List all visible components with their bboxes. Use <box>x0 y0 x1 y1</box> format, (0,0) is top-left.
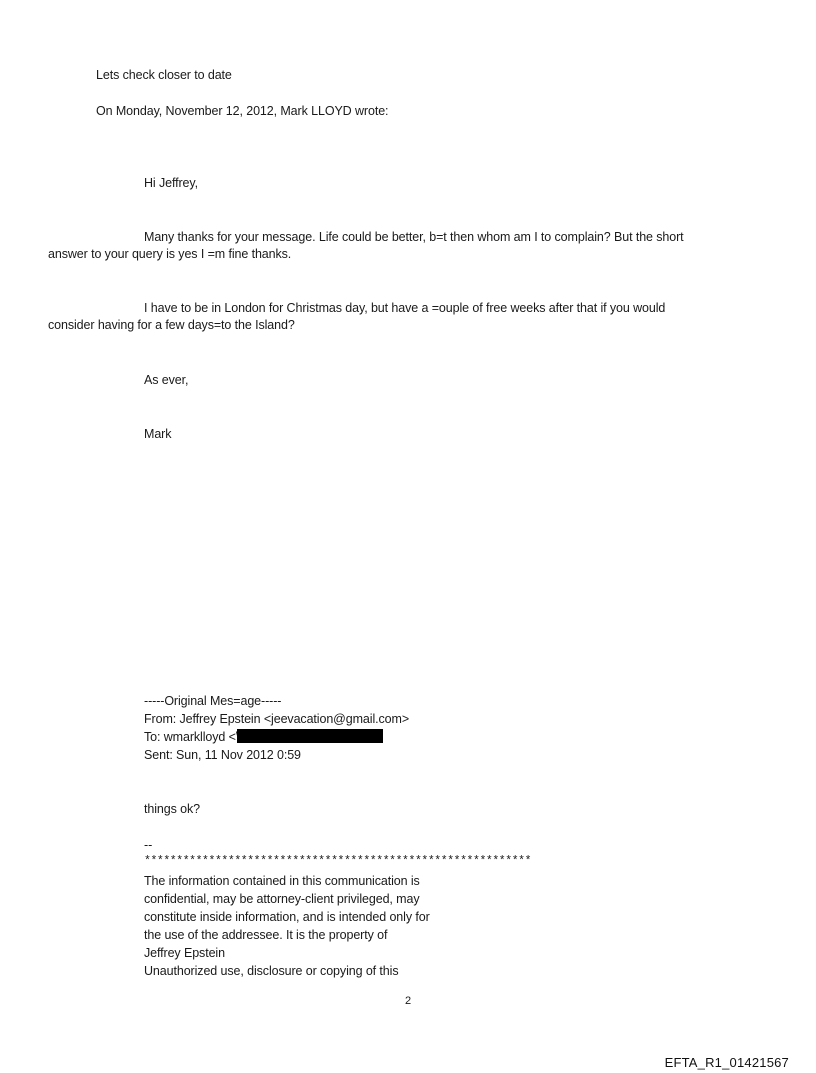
signature-dash: -- <box>144 838 153 852</box>
message-paragraph-1-line-2: answer to your query is yes I =m fine thanks. <box>48 247 292 261</box>
message-greeting: Hi Jeffrey, <box>144 176 199 190</box>
message-paragraph-2-line-2: consider having for a few days=to the Island? <box>48 318 295 332</box>
signature-stars: ************************************************************ <box>144 855 532 868</box>
message-closing: As ever, <box>144 373 189 387</box>
message-signature: Mark <box>144 427 172 441</box>
page-number: 2 <box>404 995 412 1007</box>
quote-header: On Monday, November 12, 2012, Mark LLOYD wrote: <box>96 104 389 118</box>
disclaimer-line-2: confidential, may be attorney-client privileged, may <box>144 892 420 906</box>
disclaimer-line-4: the use of the addressee. It is the property of <box>144 928 388 942</box>
original-to-prefix: To: wmarklloyd < <box>144 730 236 744</box>
original-to <box>144 728 383 746</box>
original-body: things ok? <box>144 802 200 816</box>
disclaimer-line-6: Unauthorized use, disclosure or copying of this <box>144 964 399 978</box>
original-from: From: Jeffrey Epstein <jeevacation@gmail.com> <box>144 712 410 726</box>
redaction-bar <box>237 729 383 743</box>
original-sent: Sent: Sun, 11 Nov 2012 0:59 <box>144 748 301 762</box>
message-paragraph-1-line-1: Many thanks for your message. Life could be better, b=t then whom am I to complain? But the short <box>144 230 684 244</box>
disclaimer-line-3: constitute inside information, and is intended only for <box>144 910 430 924</box>
bates-number: EFTA_R1_01421567 <box>664 1055 789 1070</box>
disclaimer-line-1: The information contained in this communication is <box>144 874 420 888</box>
message-paragraph-2-line-1: I have to be in London for Christmas day, but have a =ouple of free weeks after that if you would <box>144 301 666 315</box>
reply-text: Lets check closer to date <box>96 68 232 82</box>
original-message-separator: -----Original Mes=age----- <box>144 694 282 708</box>
disclaimer-line-5: Jeffrey Epstein <box>144 946 225 960</box>
